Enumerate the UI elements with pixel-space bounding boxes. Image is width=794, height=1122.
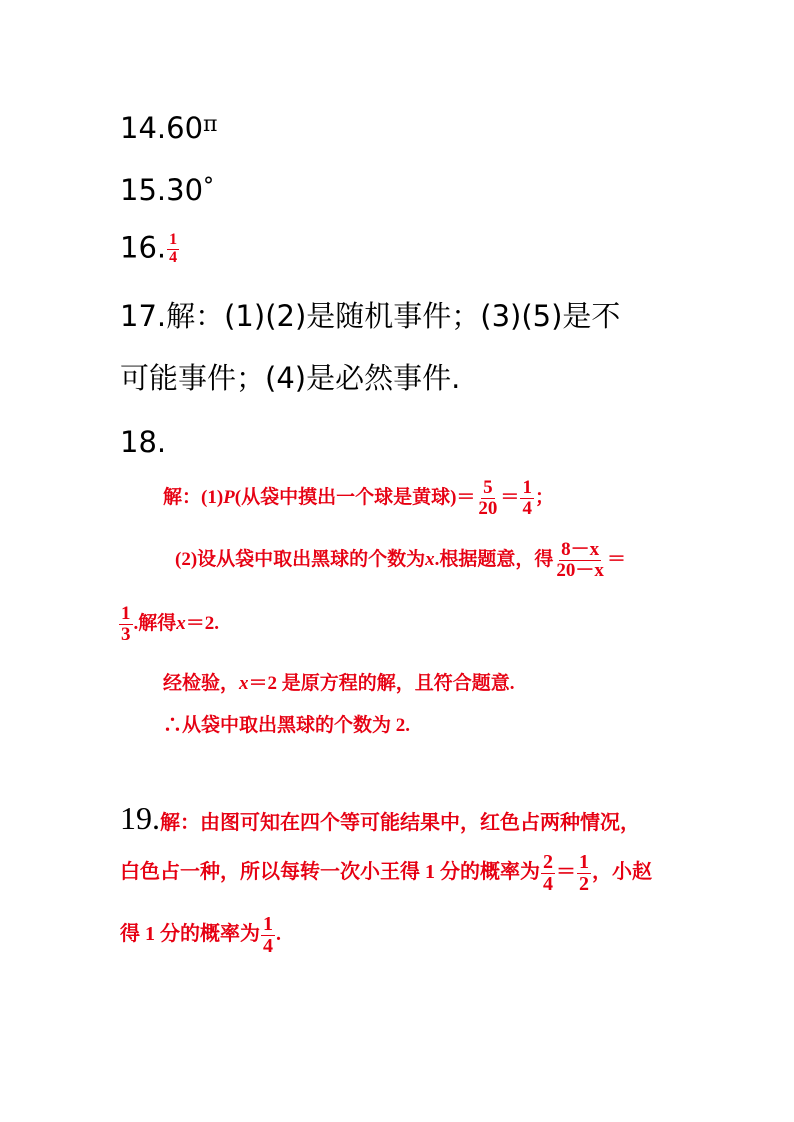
answer-18-part-2: (2)设从袋中取出黑球的个数为x.根据题意，得 $\frac{8-x}{20-x}$ ＝ xyxy=(175,539,626,581)
answer-16-fraction: $\frac{1}{4}$ xyxy=(169,231,178,266)
answer-16 xyxy=(120,232,180,267)
answer-17-line-2: 可能事件；(4)是必然事件. xyxy=(120,361,461,395)
answer-14-number: 14.60 xyxy=(120,111,204,145)
degree-symbol: ° xyxy=(203,174,215,199)
answer-19-line-1: 19.解：由图可知在四个等可能结果中，红色占两种情况， xyxy=(120,800,640,836)
answer-18-conclusion: ∴从袋中取出黑球的个数为 2. xyxy=(163,715,411,736)
answer-17-line-1: 17.解：(1)(2)是随机事件；(3)(5)是不 xyxy=(120,299,621,333)
answer-18-number: 18. xyxy=(120,425,167,459)
answer-18-part-2-continued: $\frac{1}{3}$ .解得x＝2. xyxy=(121,603,220,645)
answer-19-number: 19. xyxy=(120,800,160,836)
answer-14 xyxy=(120,111,218,145)
answer-19-line-3: 得 1 分的概率为 $\frac{1}{4}$ . xyxy=(120,913,281,957)
pi-symbol: π xyxy=(203,112,218,137)
fraction-1-4-b: $\frac{1}{4}$ xyxy=(263,913,273,957)
answer-15 xyxy=(120,173,215,207)
fraction-8x-20x: $\frac{8-x}{20-x}$ xyxy=(556,539,604,581)
answer-16-number: 16. xyxy=(120,230,167,265)
fraction-5-20: $\frac{5}{20}$ xyxy=(478,477,498,519)
fraction-2-4: $\frac{2}{4}$ xyxy=(543,851,553,895)
answer-19-line-2: 白色占一种，所以每转一次小王得 1 分的概率为 $\frac{2}{4}$ ＝ $\frac{1}{2}$ ，小赵 xyxy=(120,851,652,895)
fraction-1-3: $\frac{1}{3}$ xyxy=(121,603,131,645)
answer-18-part-1: 解：(1)P(从袋中摸出一个球是黄球)＝ $\frac{5}{20}$ ＝ $\frac{1}{4}$ ； xyxy=(163,477,554,519)
answer-15-number: 15.30 xyxy=(120,173,204,207)
answer-18-check: 经检验，x＝2 是原方程的解，且符合题意. xyxy=(163,673,515,694)
fraction-1-4: $\frac{1}{4}$ xyxy=(522,477,532,519)
fraction-1-2: $\frac{1}{2}$ xyxy=(579,851,589,895)
